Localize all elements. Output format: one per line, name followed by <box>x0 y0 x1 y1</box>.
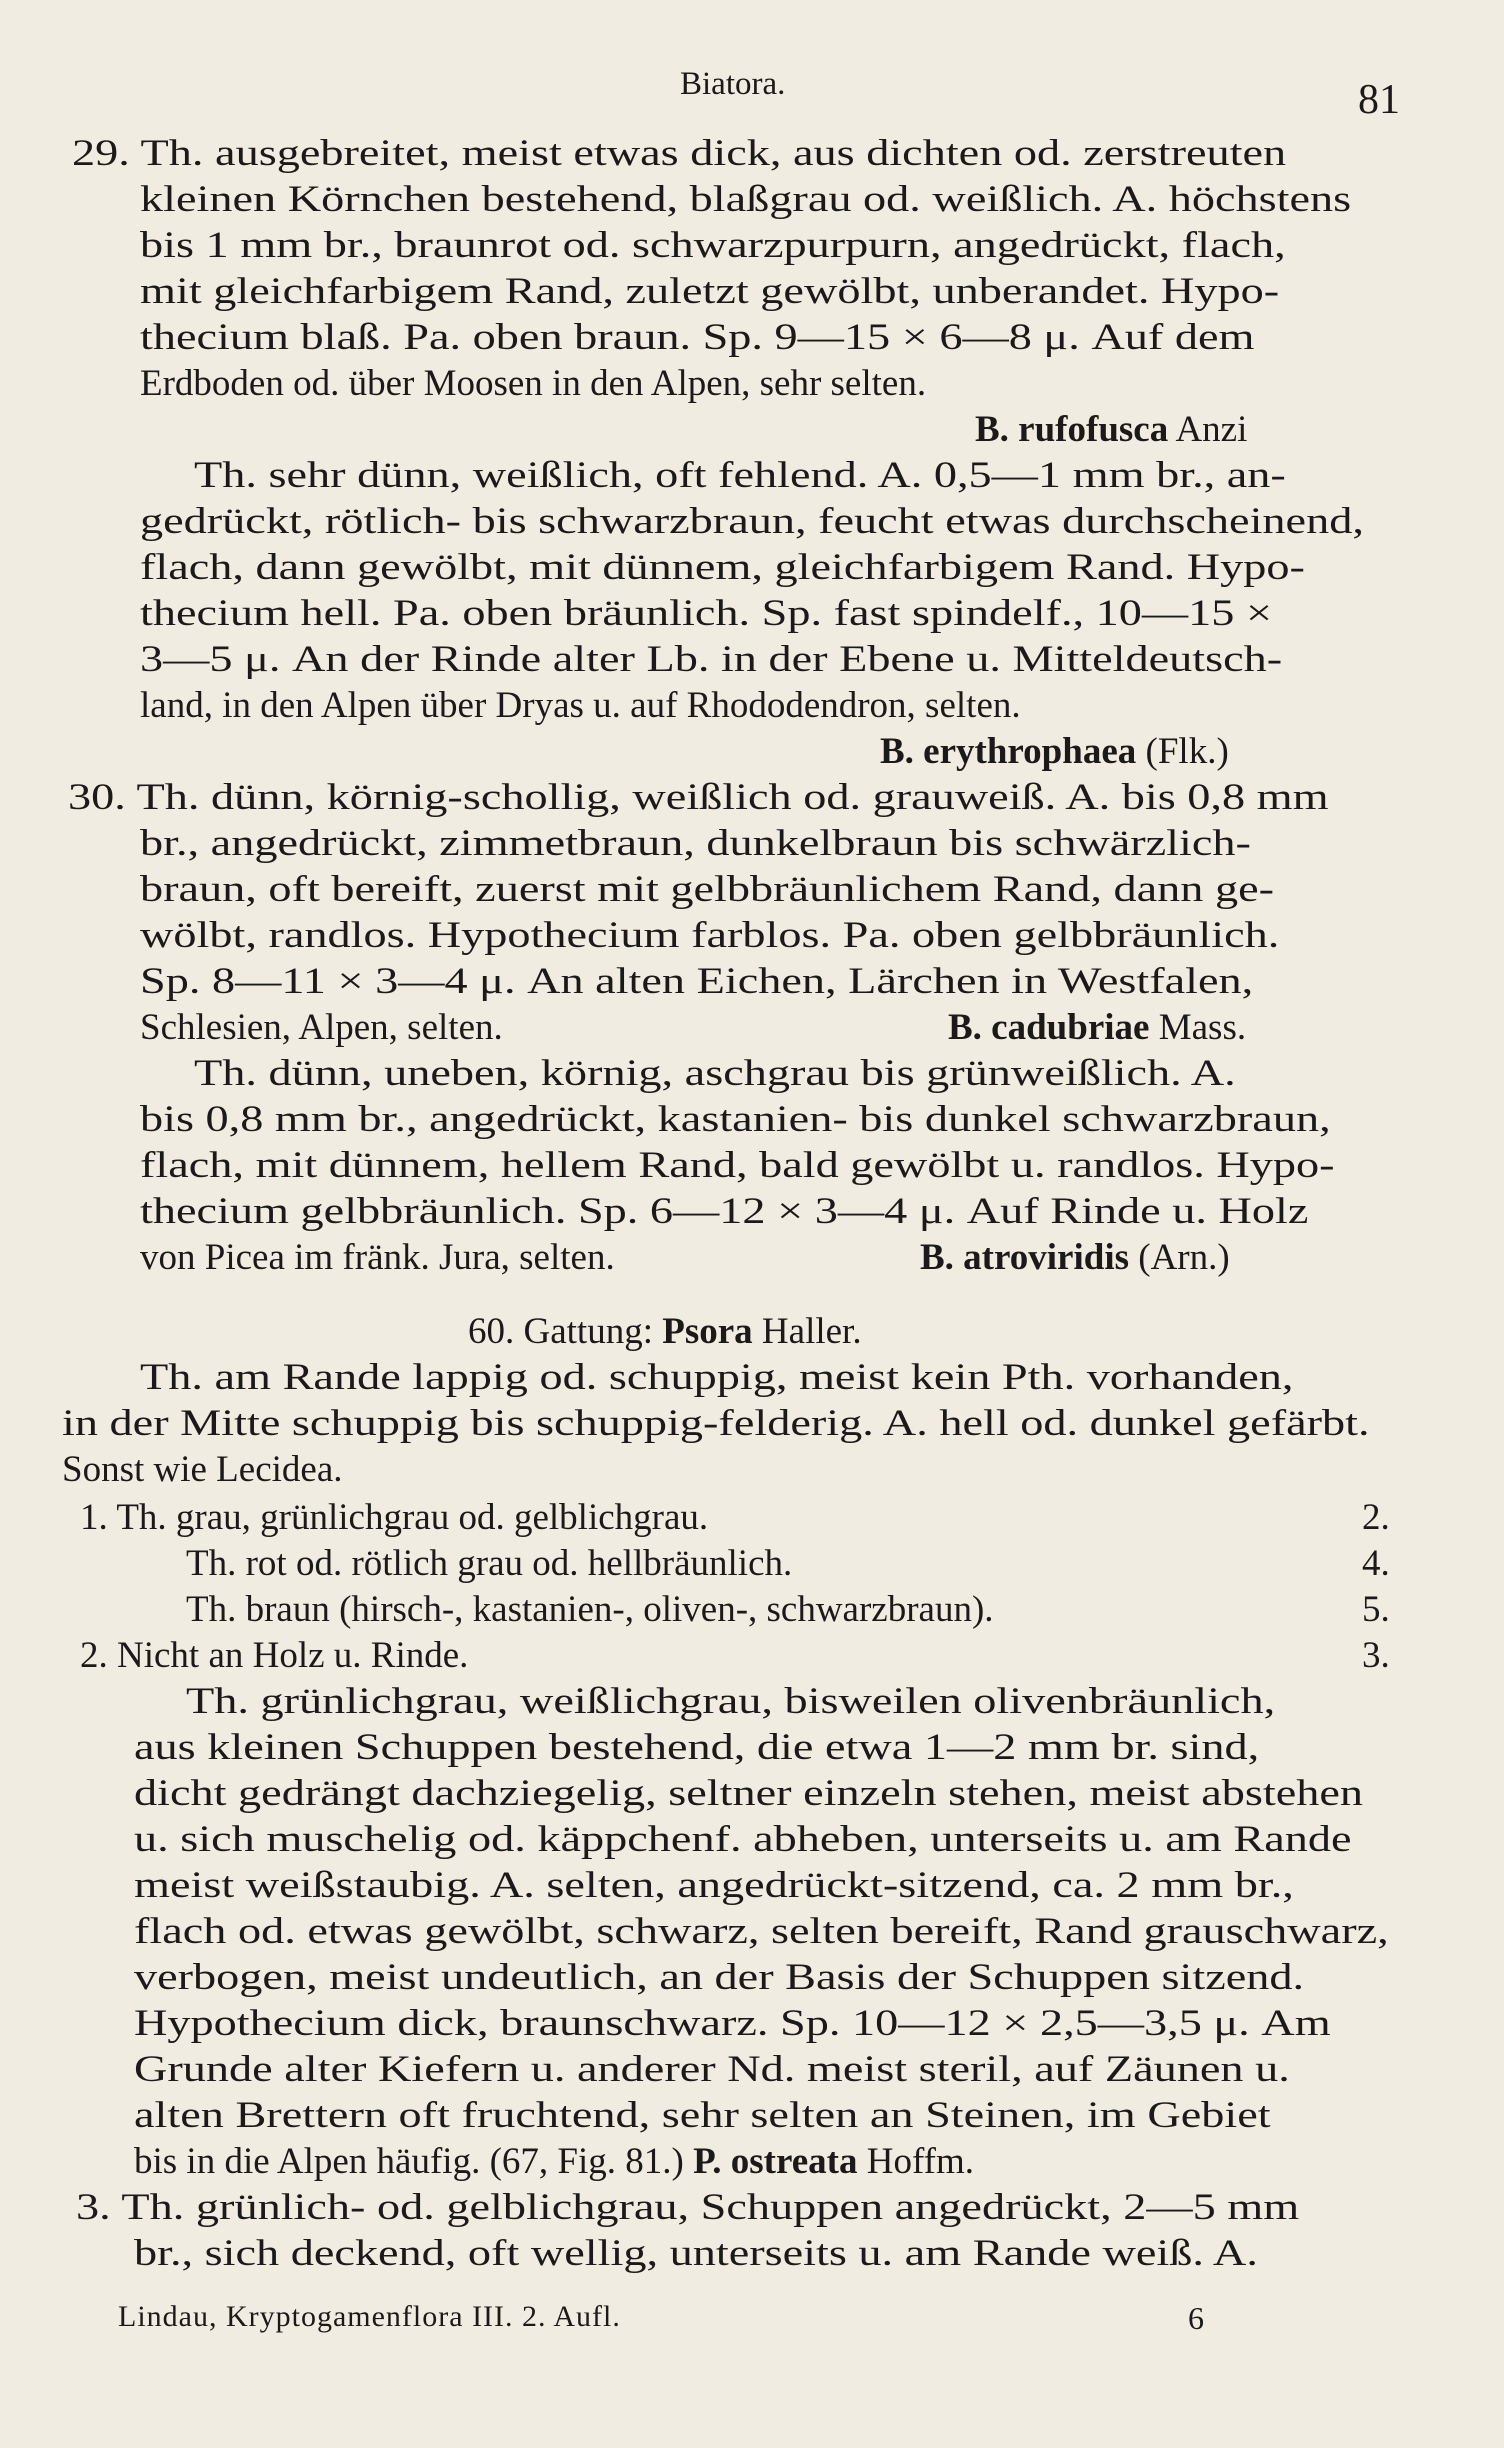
text-line <box>140 224 1286 268</box>
text-line <box>140 1144 1335 1188</box>
text-run: flach, mit dünnem, hellem Rand, bald gewölbt u. randlos. Hypo- <box>140 1145 1335 1186</box>
text-line <box>1362 1588 1390 1632</box>
text-run: 29. Th. ausgebreitet, meist etwas dick, aus dichten od. zerstreuten <box>72 133 1287 174</box>
species-name: B. atroviridis <box>920 1237 1129 1278</box>
text-run: mit gleichfarbigem Rand, zuletzt gewölbt, unberandet. Hypo- <box>140 271 1280 312</box>
text-line <box>186 1542 792 1586</box>
text-run: Anzi <box>1168 409 1248 450</box>
text-line <box>140 1006 503 1050</box>
text-line <box>140 1356 1293 1400</box>
text-line <box>134 1772 1363 1816</box>
text-line <box>140 546 1305 590</box>
text-line <box>72 132 1286 176</box>
text-line <box>134 1864 1294 1908</box>
text-line <box>194 1052 1236 1096</box>
text-line <box>134 2140 974 2184</box>
text-line <box>975 408 1247 452</box>
text-line <box>186 1588 994 1632</box>
text-line <box>134 2002 1331 2046</box>
text-run: Schlesien, Alpen, selten. <box>140 1007 503 1048</box>
text-line <box>140 592 1272 636</box>
text-run: bis in die Alpen häufig. (67, Fig. 81.) <box>134 2141 694 2182</box>
text-line <box>68 776 1329 820</box>
text-run: von Picea im fränk. Jura, selten. <box>140 1237 615 1278</box>
text-line <box>140 178 1351 222</box>
text-line <box>134 1726 1259 1770</box>
text-run: thecium blaß. Pa. oben braun. Sp. 9—15 × 6—8 μ. Auf dem <box>140 317 1255 358</box>
text-line <box>140 822 1251 866</box>
text-run: meist weißstaubig. A. selten, angedrückt-sitzend, ca. 2 mm br., <box>134 1865 1294 1906</box>
text-line <box>948 1006 1246 1050</box>
running-head: Biatora. <box>680 66 786 102</box>
text-run: Haller. <box>752 1311 862 1352</box>
text-line <box>186 1680 1275 1724</box>
text-line <box>140 1190 1308 1234</box>
text-run: br., angedrückt, zimmetbraun, dunkelbraun bis schwärzlich- <box>140 823 1251 864</box>
text-line <box>140 868 1274 912</box>
text-line <box>134 2232 1258 2276</box>
text-run: Th. sehr dünn, weißlich, oft fehlend. A. 0,5—1 mm br., an- <box>194 455 1286 496</box>
text-line <box>80 1496 708 1540</box>
species-name: B. erythrophaea <box>880 731 1137 772</box>
text-run: 30. Th. dünn, körnig-schollig, weißlich od. grauweiß. A. bis 0,8 mm <box>68 777 1329 818</box>
signature-number: 6 <box>1188 2300 1204 2336</box>
text-run: flach od. etwas gewölbt, schwarz, selten bereift, Rand grauschwarz, <box>134 1911 1389 1952</box>
text-line <box>140 638 1282 682</box>
text-run: bis 0,8 mm br., angedrückt, kastanien- bis dunkel schwarzbraun, <box>140 1099 1331 1140</box>
text-run: 60. Gattung: <box>468 1311 663 1352</box>
text-line <box>1362 1542 1390 1586</box>
text-run: Th. grünlichgrau, weißlichgrau, bisweilen olivenbräunlich, <box>186 1681 1276 1722</box>
text-run: flach, dann gewölbt, mit dünnem, gleichfarbigem Rand. Hypo- <box>140 547 1305 588</box>
text-run: dicht gedrängt dachziegelig, seltner einzeln stehen, meist abstehen <box>134 1773 1364 1814</box>
text-line <box>140 1098 1331 1142</box>
text-run: 3—5 μ. An der Rinde alter Lb. in der Ebene u. Mitteldeutsch- <box>140 639 1283 680</box>
text-line <box>140 362 926 406</box>
text-line <box>134 1956 1304 2000</box>
text-line <box>468 1310 862 1354</box>
text-run: 1. Th. grau, grünlichgrau od. gelblichgrau. <box>80 1497 709 1538</box>
text-line <box>62 1448 343 1492</box>
text-run: Th. dünn, uneben, körnig, aschgrau bis grünweißlich. A. <box>194 1053 1236 1094</box>
text-line <box>140 500 1364 544</box>
text-run: Mass. <box>1149 1007 1247 1048</box>
text-run: u. sich muschelig od. käppchenf. abheben, unterseits u. am Rande <box>134 1819 1352 1860</box>
text-run: 4. <box>1362 1543 1390 1584</box>
species-name: Psora <box>662 1311 753 1352</box>
text-line <box>80 1634 468 1678</box>
text-run: Erdboden od. über Moosen in den Alpen, sehr selten. <box>140 363 927 404</box>
text-line <box>920 1236 1230 1280</box>
text-line <box>140 1236 615 1280</box>
species-name: P. ostreata <box>693 2141 858 2182</box>
text-line <box>140 270 1279 314</box>
text-line <box>140 914 1279 958</box>
text-line <box>140 316 1254 360</box>
text-run: alten Brettern oft fruchtend, sehr selten an Steinen, im Gebiet <box>134 2095 1271 2136</box>
text-run: 2. Nicht an Holz u. Rinde. <box>80 1635 469 1676</box>
text-run: 3. Th. grünlich- od. gelblichgrau, Schuppen angedrückt, 2—5 mm <box>76 2187 1300 2228</box>
text-run: bis 1 mm br., braunrot od. schwarzpurpurn, angedrückt, flach, <box>140 225 1286 266</box>
text-run: thecium hell. Pa. oben bräunlich. Sp. fast spindelf., 10—15 × <box>140 593 1273 634</box>
text-run: in der Mitte schuppig bis schuppig-felderig. A. hell od. dunkel gefärbt. <box>62 1403 1370 1444</box>
text-line <box>1362 1634 1390 1678</box>
text-run: Sonst wie Lecidea. <box>62 1449 343 1490</box>
text-run: Grunde alter Kiefern u. anderer Nd. meist steril, auf Zäunen u. <box>134 2049 1290 2090</box>
text-run: gedrückt, rötlich- bis schwarzbraun, feucht etwas durchscheinend, <box>140 501 1364 542</box>
text-run: Th. am Rande lappig od. schuppig, meist kein Pth. vorhanden, <box>140 1357 1294 1398</box>
text-run: thecium gelbbräunlich. Sp. 6—12 × 3—4 μ. Auf Rinde u. Holz <box>140 1191 1309 1232</box>
page-number: 81 <box>1358 77 1400 123</box>
text-run: verbogen, meist undeutlich, an der Basis der Schuppen sitzend. <box>134 1957 1305 1998</box>
text-line <box>134 1910 1389 1954</box>
text-line <box>134 1818 1352 1862</box>
species-name: B. rufofusca <box>975 409 1169 450</box>
text-run: br., sich deckend, oft wellig, unterseits u. am Rande weiß. A. <box>134 2233 1258 2274</box>
text-line <box>76 2186 1299 2230</box>
text-line <box>140 960 1253 1004</box>
text-line <box>880 730 1229 774</box>
text-run: Hoffm. <box>857 2141 974 2182</box>
text-run: (Arn.) <box>1129 1237 1230 1278</box>
species-name: B. cadubriae <box>948 1007 1150 1048</box>
text-run: Sp. 8—11 × 3—4 μ. An alten Eichen, Lärchen in Westfalen, <box>140 961 1254 1002</box>
text-run: Th. braun (hirsch-, kastanien-, oliven-, schwarzbraun). <box>186 1589 994 1630</box>
text-run: 2. <box>1362 1497 1390 1538</box>
text-run: land, in den Alpen über Dryas u. auf Rhododendron, selten. <box>140 685 1021 726</box>
footer-citation: Lindau, Kryptogamenflora III. 2. Aufl. <box>118 2300 621 2333</box>
text-line <box>62 1402 1370 1446</box>
text-run: 5. <box>1362 1589 1390 1630</box>
text-run: kleinen Körnchen bestehend, blaßgrau od. weißlich. A. höchstens <box>140 179 1352 220</box>
text-run: 3. <box>1362 1635 1390 1676</box>
text-run: Hypothecium dick, braunschwarz. Sp. 10—12 × 2,5—3,5 μ. Am <box>134 2003 1331 2044</box>
text-run: wölbt, randlos. Hypothecium farblos. Pa. oben gelbbräunlich. <box>140 915 1280 956</box>
text-line <box>140 684 1021 728</box>
text-run: braun, oft bereift, zuerst mit gelbbräunlichem Rand, dann ge- <box>140 869 1275 910</box>
text-line <box>194 454 1286 498</box>
text-line <box>134 2048 1290 2092</box>
text-line <box>1362 1496 1390 1540</box>
text-run: aus kleinen Schuppen bestehend, die etwa 1—2 mm br. sind, <box>134 1727 1260 1768</box>
text-line <box>134 2094 1271 2138</box>
text-run: (Flk.) <box>1136 731 1229 772</box>
text-run: Th. rot od. rötlich grau od. hellbräunlich. <box>186 1543 793 1584</box>
